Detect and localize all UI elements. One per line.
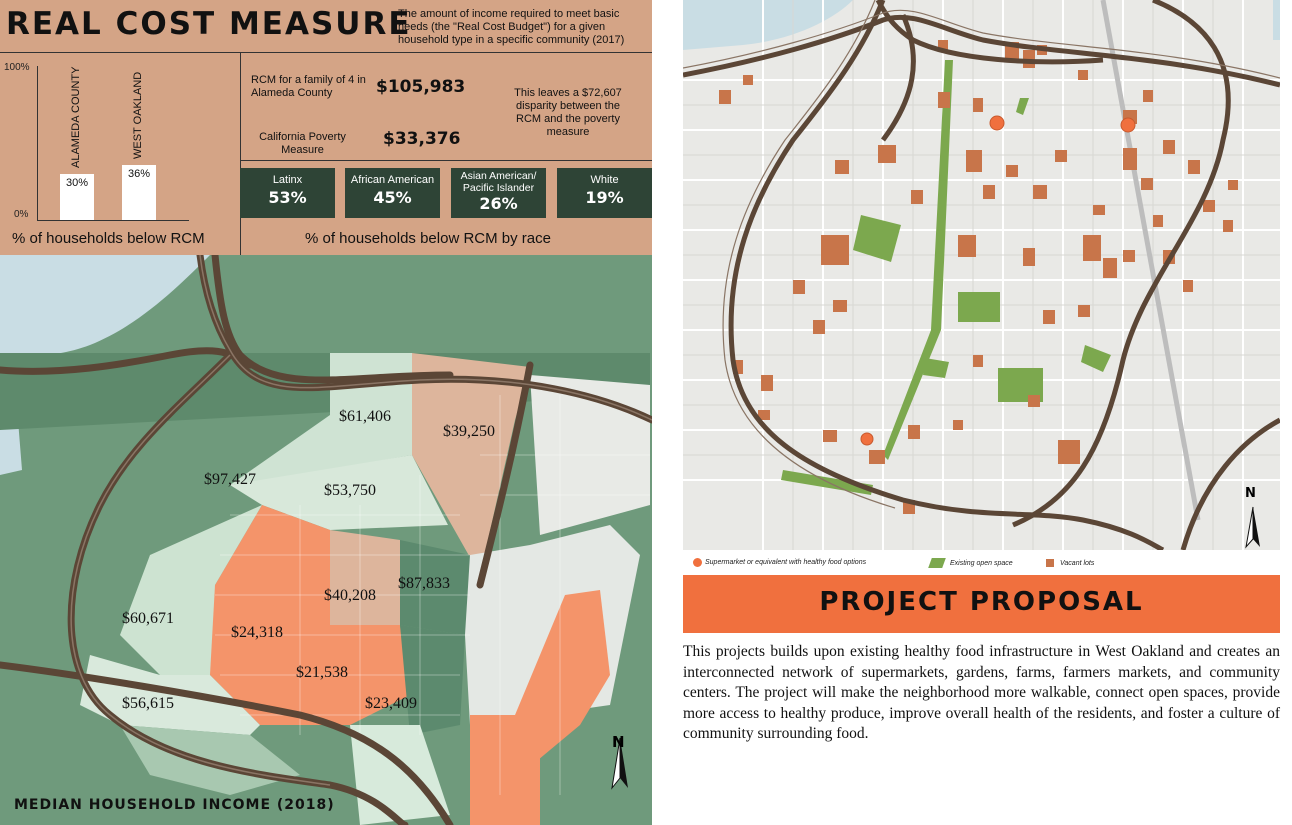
income-map-title: MEDIAN HOUSEHOLD INCOME (2018) (14, 797, 335, 813)
race-label: White (590, 174, 619, 186)
legend-open-space: Existing open space (950, 560, 1013, 567)
race-label: Asian American/ Pacific Islander (460, 170, 537, 194)
race-label: African American (350, 174, 435, 186)
chart-x-axis (37, 220, 189, 221)
income-label: $39,250 (443, 423, 495, 440)
poverty-label: California Poverty Measure (259, 131, 346, 156)
rcm-bar-value-label: 30% (65, 176, 89, 189)
income-label: $21,538 (296, 664, 348, 681)
race-value: 19% (585, 188, 624, 207)
households-caption: % of households below RCM (12, 230, 205, 247)
stat-divider (240, 160, 652, 161)
income-label: $61,406 (339, 408, 391, 425)
race-value: 45% (373, 188, 412, 207)
disparity-note: This leaves a $72,607 disparity between the RCM and the poverty measure (514, 87, 622, 138)
panel-divider (240, 52, 241, 255)
race-value: 53% (268, 188, 307, 207)
race-label: Latinx (272, 174, 303, 186)
proposal-north-label: N (1245, 486, 1256, 501)
rcm-bar-category-label: WEST OAKLAND (132, 71, 144, 159)
income-label: $60,671 (122, 610, 174, 627)
rcm-bar-value-label: 36% (127, 167, 151, 180)
income-label: $56,615 (122, 695, 174, 712)
rcm-description: The amount of income required to meet basic needs (the "Real Cost Budget") for a given household type in a specific community (2017) (398, 8, 625, 46)
proposal-map (683, 0, 1280, 550)
income-label: $40,208 (324, 587, 376, 604)
rcm-bar-category-label: ALAMEDA COUNTY (70, 66, 82, 168)
proposal-body: This projects builds upon existing healthy food infrastructure in West Oakland and creates an interconnected network of supermarkets, gardens, farms, farmers markets, and community centers. The project will make the neighborhood more walkable, connect open spaces, provide more access to healthy produce, improve overall health of the residents, and foster a culture of community surrounding food. (683, 643, 1280, 742)
chart-axis-bottom: 0% (14, 209, 29, 220)
chart-axis-top: 100% (4, 62, 30, 73)
legend-vacant: Vacant lots (1060, 560, 1095, 567)
income-map (0, 255, 652, 825)
open-space-legend-icon (928, 558, 946, 568)
race-value: 26% (479, 194, 518, 213)
income-label: $97,427 (204, 471, 256, 488)
race-box-asian-pacific (451, 168, 546, 218)
race-box-latinx (240, 168, 335, 218)
income-label: $87,833 (398, 575, 450, 592)
income-north-label: N (612, 733, 625, 751)
income-label: $24,318 (231, 624, 283, 641)
race-box-african-american (345, 168, 440, 218)
income-label: $23,409 (365, 695, 417, 712)
rcm-bar-chart (37, 66, 189, 220)
race-caption: % of households below RCM by race (305, 230, 551, 247)
family-label: RCM for a family of 4 in Alameda County (251, 74, 366, 99)
family-value: $105,983 (376, 77, 466, 97)
legend-supermarket: Supermarket or equivalent with healthy food options (705, 559, 867, 566)
supermarket-legend-icon (693, 558, 702, 567)
poverty-value: $33,376 (383, 129, 461, 149)
proposal-map-graphic (683, 0, 1280, 550)
vacant-legend-icon (1046, 559, 1054, 567)
race-box-white (557, 168, 652, 218)
rcm-title: REAL COST MEASURE (6, 6, 412, 42)
proposal-title: PROJECT PROPOSAL (819, 587, 1144, 617)
income-map-graphic (0, 255, 652, 825)
income-label: $53,750 (324, 482, 376, 499)
header-divider (0, 52, 652, 53)
